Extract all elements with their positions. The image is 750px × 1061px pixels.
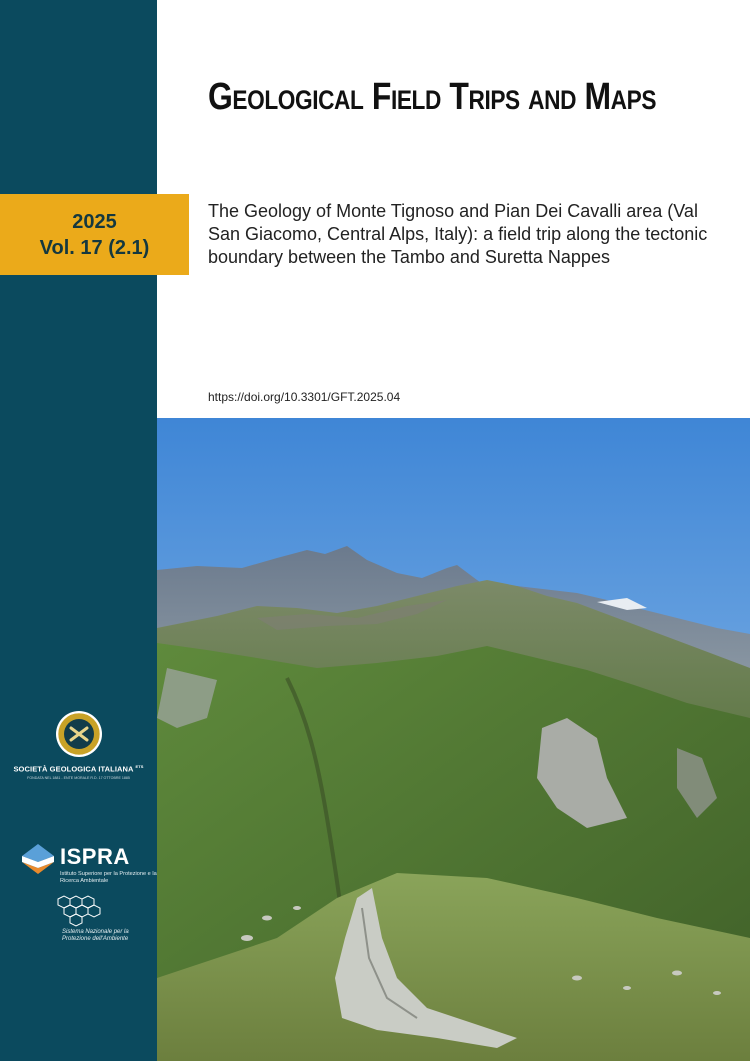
snpa-logo (50, 893, 150, 953)
ispra-mark-icon (20, 840, 56, 876)
issue-volume: Vol. 17 (2.1) (39, 236, 150, 259)
sgi-seal-icon (55, 710, 103, 758)
ispra-logo (20, 840, 157, 890)
issue-year: 2025 (72, 210, 117, 233)
sgi-name: SOCIETÀ GEOLOGICA ITALIANA $^{ETS}$ (13, 764, 144, 774)
journal-title: Geological Field Trips and Maps (208, 76, 657, 118)
sgi-logo (13, 710, 144, 780)
snpa-text: Sistema Nazionale per la Protezione dell'Ambiente (62, 929, 129, 942)
article-title: The Geology of Monte Tignoso and Pian Dei Cavalli area (Val San Giacomo, Central Alps, Italy): a field trip along the tectonic boundary between the Tambo and Suretta Nappes (208, 201, 708, 267)
hexagon-network-icon (50, 893, 106, 927)
ispra-name: ISPRA (60, 844, 130, 869)
sgi-subtitle: FONDATA NEL 1881 - ENTE MORALE R.D. 17 OTTOBRE 1885 (27, 775, 130, 780)
issue-tab (0, 194, 189, 275)
alpine-landscape-image (157, 418, 750, 1061)
ispra-subtitle: Istituto Superiore per la Protezione e la Ricerca Ambientale (60, 871, 157, 884)
cover-photo (157, 418, 750, 1061)
doi-link[interactable]: https://doi.org/10.3301/GFT.2025.04 (208, 390, 401, 404)
